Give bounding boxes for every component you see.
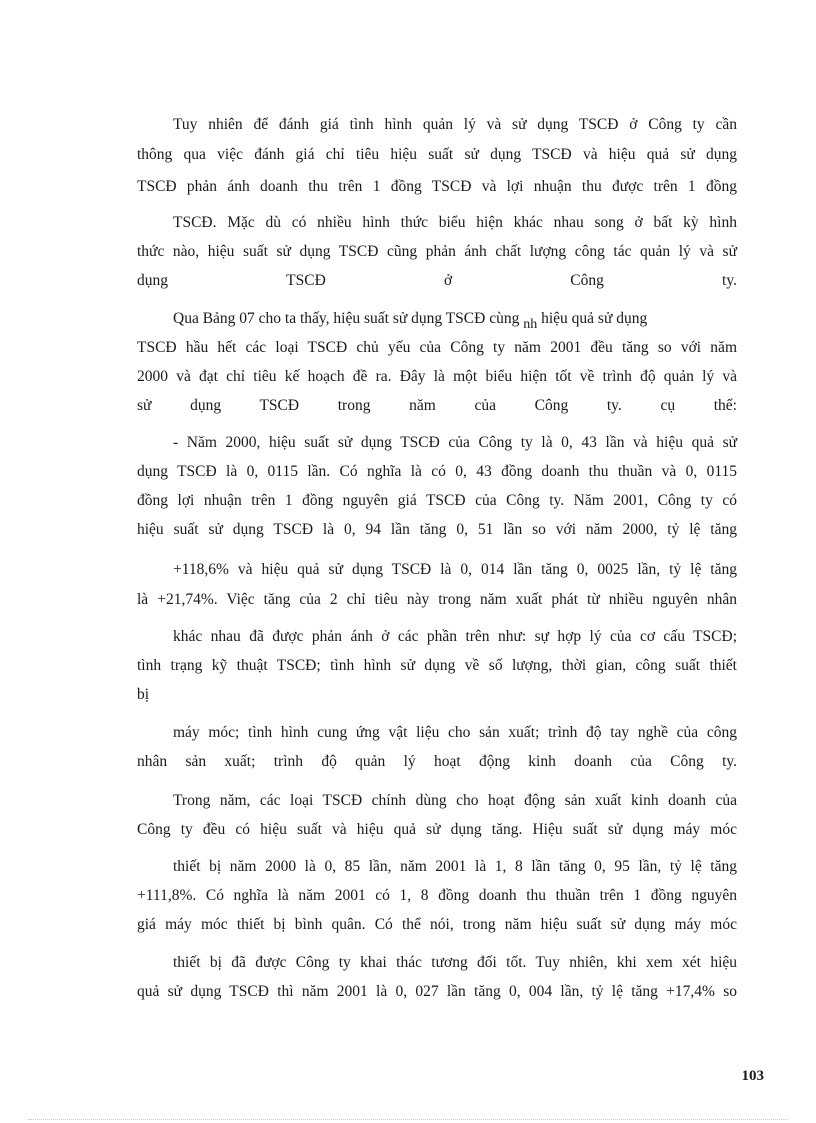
text-line: TSCĐ phản ánh doanh thu trên 1 đồng TSCĐ và lợi nhuận thu được trên 1 đồng <box>137 178 737 195</box>
text-line: +111,8%. Có nghĩa là năm 2001 có 1, 8 đồng doanh thu thuần trên 1 đồng nguyên <box>137 887 737 904</box>
text-line: đồng lợi nhuận trên 1 đồng nguyên giá TSCĐ của Công ty. Năm 2001, Công ty có <box>137 492 737 509</box>
text-line: bị <box>137 686 150 703</box>
spaced-line <box>137 271 737 291</box>
text-line: thức nào, hiệu suất sử dụng TSCĐ cũng phản ánh chất lượng công tác quản lý và sử <box>137 243 737 260</box>
text-line <box>137 271 737 291</box>
text-line: khác nhau đã được phản ánh ở các phần trên như: sự hợp lý của cơ cấu TSCĐ; <box>173 628 737 645</box>
word: ty. <box>722 272 737 289</box>
subscript-fragment: nh <box>523 317 538 332</box>
text-line: dụng TSCĐ là 0, 0115 lần. Có nghĩa là có 0, 43 đồng doanh thu thuần và 0, 0115 <box>137 463 737 480</box>
word: dụng <box>137 272 168 289</box>
text-line: Tuy nhiên để đánh giá tình hình quản lý và sử dụng TSCĐ ở Công ty cần <box>173 116 737 133</box>
text-line: 2000 và đạt chỉ tiêu kế hoạch đề ra. Đây là một biểu hiện tốt về trình độ quản lý và <box>137 368 737 385</box>
text-line: là +21,74%. Việc tăng của 2 chỉ tiêu này trong năm xuất phát từ nhiều nguyên nhân <box>137 591 737 608</box>
text-line <box>173 309 737 330</box>
text-line: Trong năm, các loại TSCĐ chính dùng cho hoạt động sản xuất kinh doanh của <box>173 792 737 809</box>
word: ở <box>443 272 453 289</box>
page-number: 103 <box>741 1068 764 1084</box>
text-line: máy móc; tình hình cung ứng vật liệu cho sản xuất; trình độ tay nghề của công <box>173 724 737 741</box>
text-line: quả sử dụng TSCĐ thì năm 2001 là 0, 027 lần tăng 0, 004 lần, tỷ lệ tăng +17,4% so <box>137 983 737 1000</box>
text-line: TSCĐ. Mặc dù có nhiều hình thức biểu hiện khác nhau song ở bất kỳ hình <box>173 214 737 231</box>
line-text: hiệu quả sử dụng <box>541 310 648 327</box>
word: TSCĐ <box>286 272 326 289</box>
text-line: thiết bị năm 2000 là 0, 85 lần, năm 2001 là 1, 8 lần tăng 0, 95 lần, tỷ lệ tăng <box>173 858 737 875</box>
text-line: sử dụng TSCĐ trong năm của Công ty. cụ thể: <box>137 397 737 414</box>
word: Công <box>570 272 604 289</box>
line-text: Qua Bảng 07 cho ta thấy, hiệu suất sử dụng TSCĐ cùng <box>173 310 520 327</box>
text-line: thiết bị đã được Công ty khai thác tương đối tốt. Tuy nhiên, khi xem xét hiệu <box>173 954 737 971</box>
text-line: hiệu suất sử dụng TSCĐ là 0, 94 lần tăng 0, 51 lần so với năm 2000, tỷ lệ tăng <box>137 521 737 538</box>
text-line: tình trạng kỹ thuật TSCĐ; tình hình sử dụng về số lượng, thời gian, công suất thiết <box>137 657 737 674</box>
text-line: thông qua việc đánh giá chỉ tiêu hiệu suất sử dụng TSCĐ và hiệu quả sử dụng <box>137 146 737 163</box>
text-line: giá máy móc thiết bị bình quân. Có thể nói, trong năm hiệu suất sử dụng máy móc <box>137 916 737 933</box>
text-line: nhân sản xuất; trình độ quản lý hoạt động kinh doanh của Công ty. <box>137 753 737 770</box>
text-line: TSCĐ hầu hết các loại TSCĐ chủ yếu của Công ty năm 2001 đều tăng so với năm <box>137 339 737 356</box>
text-line: Công ty đều có hiệu suất và hiệu quả sử dụng tăng. Hiệu suất sử dụng máy móc <box>137 821 737 838</box>
page-bottom-border <box>28 1119 788 1120</box>
text-line: +118,6% và hiệu quả sử dụng TSCĐ là 0, 014 lần tăng 0, 0025 lần, tỷ lệ tăng <box>173 561 737 578</box>
text-line: - Năm 2000, hiệu suất sử dụng TSCĐ của Công ty là 0, 43 lần và hiệu quả sử <box>173 434 737 451</box>
